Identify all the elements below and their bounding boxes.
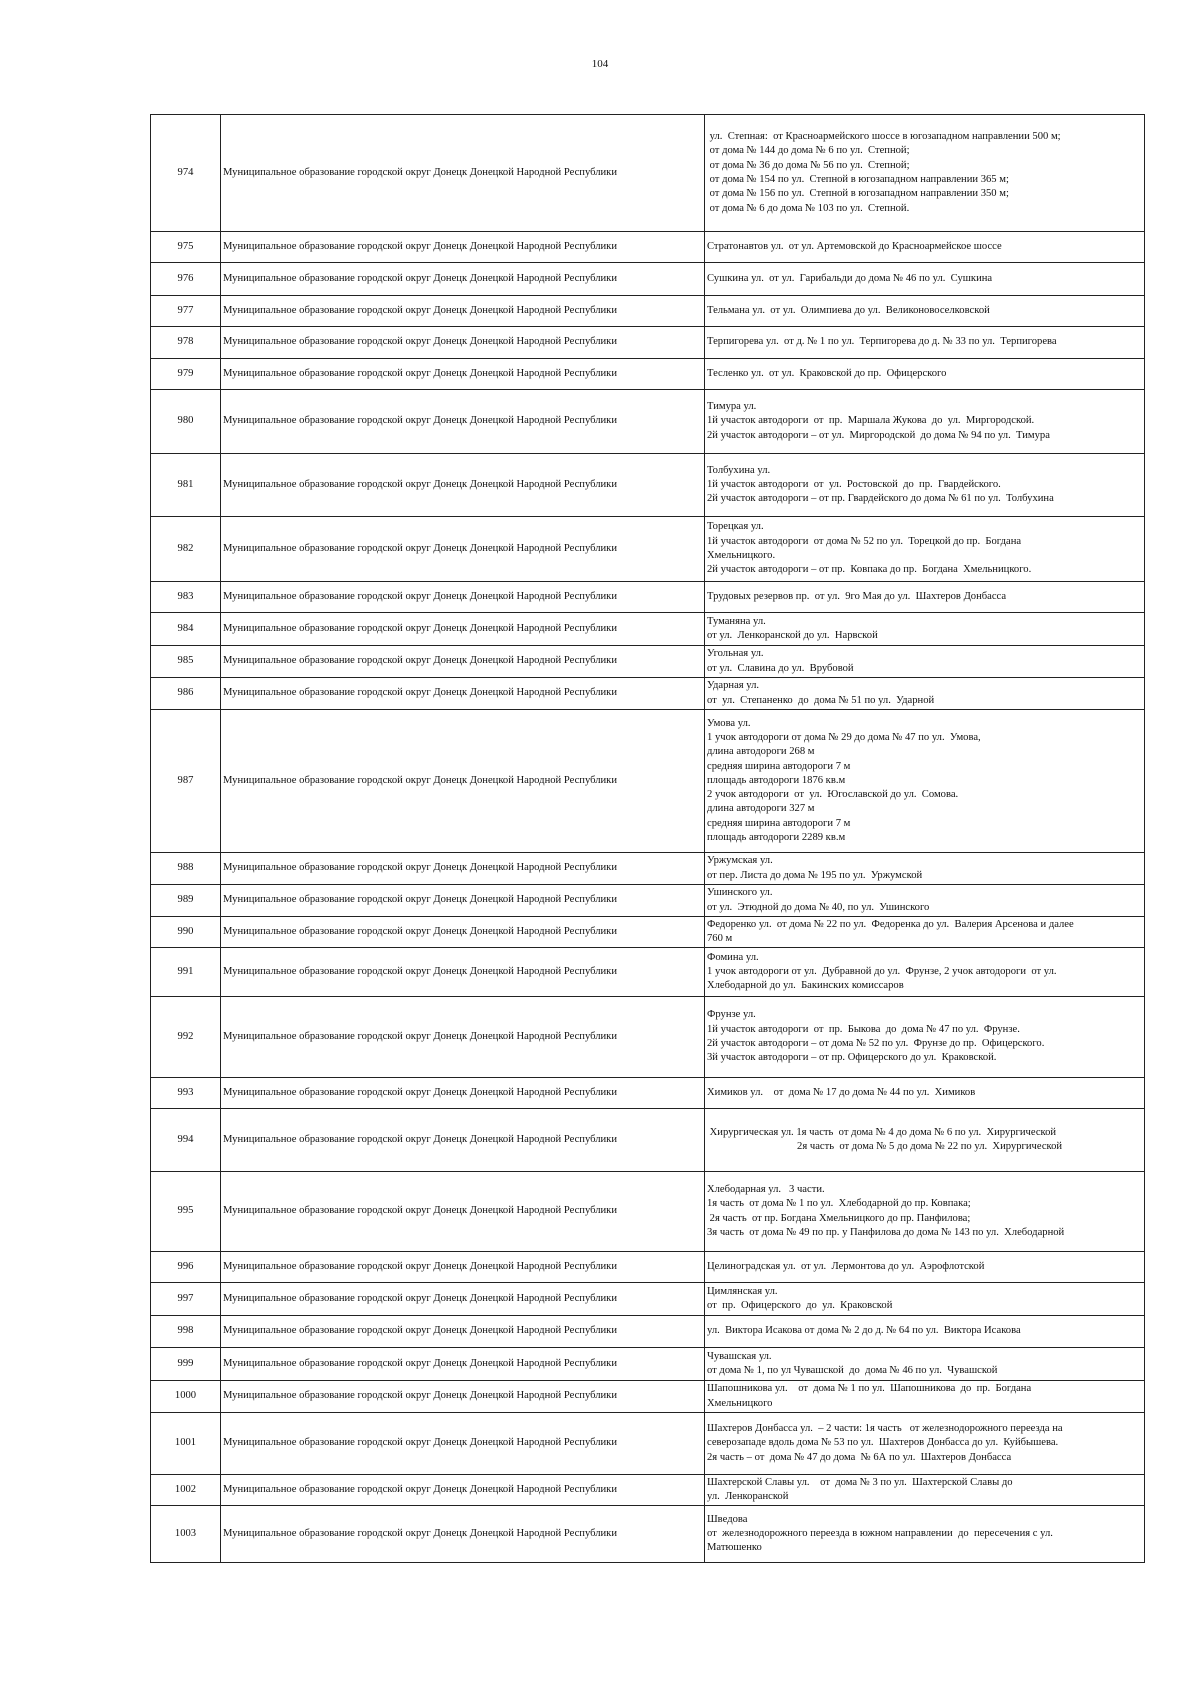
road-description-line: ул. Степная: от Красноармейского шоссе в югозападном направлении 500 м; (707, 131, 1061, 143)
municipality-name: Муниципальное образование городской округ Донецк Донецкой Народной Республики (221, 359, 705, 390)
road-description-line: площадь автодороги 1876 кв.м (707, 774, 846, 786)
row-number: 999 (151, 1348, 221, 1381)
road-description-line: средняя ширина автодороги 7 м (707, 817, 851, 829)
road-description (705, 115, 1145, 232)
road-description (705, 582, 1145, 613)
road-description-line: Хлебодарная ул. 3 части. (707, 1183, 825, 1195)
municipality-name: Муниципальное образование городской округ Донецк Донецкой Народной Республики (221, 997, 705, 1078)
road-description-line: Торецкая ул. (707, 521, 764, 533)
municipality-name: Муниципальное образование городской округ Донецк Донецкой Народной Республики (221, 263, 705, 296)
row-number: 977 (151, 296, 221, 327)
road-description-line: от дома № 156 по ул. Степной в югозападном направлении 350 м; (707, 188, 1009, 200)
road-description (705, 948, 1145, 997)
road-description-line: длина автодороги 268 м (707, 746, 815, 758)
road-description-line: от ул. Этюдной до дома № 40, по ул. Ушинского (707, 901, 930, 913)
row-number: 980 (151, 390, 221, 454)
road-description-line: от пр. Офицерского до ул. Краковской (707, 1300, 893, 1311)
table-row (151, 263, 1145, 296)
row-number: 1000 (151, 1381, 221, 1413)
road-description (705, 1172, 1145, 1252)
table-row (151, 678, 1145, 710)
road-description-line: Шахтерской Славы ул. от дома № 3 по ул. Шахтерской Славы до (707, 1476, 1013, 1488)
road-description (705, 1316, 1145, 1348)
row-number: 990 (151, 917, 221, 948)
municipality-name: Муниципальное образование городской округ Донецк Донецкой Народной Республики (221, 115, 705, 232)
table-row (151, 1506, 1145, 1563)
row-number: 997 (151, 1283, 221, 1316)
road-description-line: Трудовых резервов пр. от ул. 9го Мая до ул. Шахтеров Донбасса (707, 590, 1007, 602)
road-description-line: 1я часть от дома № 1 по ул. Хлебодарной до пр. Ковпака; (707, 1198, 971, 1210)
road-description-line: 2й участок автодороги – от ул. Миргородской до дома № 94 по ул. Тимура (707, 429, 1050, 441)
road-description-line: Терпигорева ул. от д. № 1 по ул. Терпигорева до д. № 33 по ул. Терпигорева (707, 336, 1057, 348)
road-description-line: 760 м (707, 933, 733, 944)
municipality-name: Муниципальное образование городской округ Донецк Донецкой Народной Республики (221, 1172, 705, 1252)
table-row (151, 710, 1145, 853)
municipality-name: Муниципальное образование городской округ Донецк Донецкой Народной Республики (221, 1109, 705, 1172)
road-description-line: Сушкина ул. от ул. Гарибальди до дома № 46 по ул. Сушкина (707, 272, 993, 284)
table-row (151, 1413, 1145, 1475)
road-description-line: от железнодорожного переезда в южном направлении до пересечения с ул. (707, 1527, 1053, 1539)
table-row (151, 1381, 1145, 1413)
road-description (705, 232, 1145, 263)
road-description-line: Хмельницкого (707, 1397, 773, 1409)
road-description-line: Цимлянская ул. (707, 1285, 778, 1297)
road-description-line: Толбухина ул. (707, 464, 771, 476)
table-row (151, 1109, 1145, 1172)
road-description-line: 2я часть – от дома № 47 до дома № 6А по ул. Шахтеров Донбасса (707, 1451, 1012, 1463)
table-row (151, 1252, 1145, 1283)
table-row (151, 1172, 1145, 1252)
municipality-name: Муниципальное образование городской округ Донецк Донецкой Народной Республики (221, 1475, 705, 1506)
row-number: 987 (151, 710, 221, 853)
table-row (151, 853, 1145, 885)
table-row (151, 359, 1145, 390)
road-description (705, 853, 1145, 885)
row-number: 986 (151, 678, 221, 710)
road-description-line: от ул. Степаненко до дома № 51 по ул. Ударной (707, 694, 935, 706)
row-number: 976 (151, 263, 221, 296)
table-row (151, 517, 1145, 582)
table-row (151, 582, 1145, 613)
road-description-line: Федоренко ул. от дома № 22 по ул. Федоренка до ул. Валерия Арсенова и далее (707, 918, 1074, 930)
table-row (151, 1316, 1145, 1348)
road-description-line: Химиков ул. от дома № 17 до дома № 44 по ул. Химиков (707, 1086, 976, 1098)
road-description-line: площадь автодороги 2289 кв.м (707, 832, 846, 844)
road-description (705, 1078, 1145, 1109)
road-description (705, 1413, 1145, 1475)
row-number: 993 (151, 1078, 221, 1109)
municipality-name: Муниципальное образование городской округ Донецк Донецкой Народной Республики (221, 232, 705, 263)
row-number: 1003 (151, 1506, 221, 1563)
municipality-name: Муниципальное образование городской округ Донецк Донецкой Народной Республики (221, 1283, 705, 1316)
road-description (705, 1506, 1145, 1563)
table-row (151, 997, 1145, 1078)
road-description-line: от дома № 36 до дома № 56 по ул. Степной; (707, 159, 910, 171)
road-description-line: от дома № 6 до дома № 103 по ул. Степной. (707, 202, 910, 214)
road-description-line: Умова ул. (707, 717, 751, 729)
table-row (151, 948, 1145, 997)
municipality-name: Муниципальное образование городской округ Донецк Донецкой Народной Республики (221, 646, 705, 678)
row-number: 978 (151, 327, 221, 359)
municipality-name: Муниципальное образование городской округ Донецк Донецкой Народной Республики (221, 917, 705, 948)
road-description (705, 885, 1145, 917)
row-number: 974 (151, 115, 221, 232)
road-description (705, 1252, 1145, 1283)
municipality-name: Муниципальное образование городской округ Донецк Донецкой Народной Республики (221, 885, 705, 917)
road-description (705, 359, 1145, 390)
road-description-line: длина автодороги 327 м (707, 803, 815, 815)
municipality-name: Муниципальное образование городской округ Донецк Донецкой Народной Республики (221, 1413, 705, 1475)
road-description-line: 1й участок автодороги от ул. Ростовской до пр. Гвардейского. (707, 478, 1001, 490)
road-description (705, 710, 1145, 853)
road-description-line: 1 учок автодороги от дома № 29 до дома № 47 по ул. Умова, (707, 731, 981, 743)
road-description (705, 646, 1145, 678)
road-description-line: ул. Виктора Исакова от дома № 2 до д. № 64 по ул. Виктора Исакова (707, 1325, 1021, 1337)
road-description (705, 1348, 1145, 1381)
row-number: 982 (151, 517, 221, 582)
row-number: 984 (151, 613, 221, 646)
table-body (151, 115, 1145, 1563)
municipality-name: Муниципальное образование городской округ Донецк Донецкой Народной Республики (221, 390, 705, 454)
road-description-line: Матюшенко (707, 1542, 762, 1554)
road-description-line: от дома № 154 по ул. Степной в югозападном направлении 365 м; (707, 174, 1009, 185)
road-description-line: Хлебодарной до ул. Бакинских комиссаров (707, 980, 904, 992)
road-description-line: от ул. Ленкоранской до ул. Нарвской (707, 630, 878, 641)
table-row (151, 1078, 1145, 1109)
road-description (705, 327, 1145, 359)
road-description (705, 454, 1145, 517)
road-description-line: Целиноградская ул. от ул. Лермонтова до ул. Аэрофлотской (707, 1260, 985, 1272)
row-number: 1002 (151, 1475, 221, 1506)
road-description (705, 997, 1145, 1078)
road-description-line: Угольная ул. (707, 648, 764, 660)
municipality-name: Муниципальное образование городской округ Донецк Донецкой Народной Республики (221, 853, 705, 885)
table-row (151, 390, 1145, 454)
road-description-line: Туманяна ул. (707, 615, 766, 627)
municipality-name: Муниципальное образование городской округ Донецк Донецкой Народной Республики (221, 1078, 705, 1109)
row-number: 994 (151, 1109, 221, 1172)
road-description (705, 263, 1145, 296)
table-row (151, 917, 1145, 948)
road-description-line: 2й участок автодороги – от дома № 52 по ул. Фрунзе до пр. Офицерского. (707, 1038, 1045, 1049)
road-description-line: 2 учок автодороги от ул. Югославской до ул. Сомова. (707, 789, 959, 801)
road-description (705, 1109, 1145, 1172)
municipality-name: Муниципальное образование городской округ Донецк Донецкой Народной Республики (221, 1348, 705, 1381)
road-description-line: Уржумская ул. (707, 855, 773, 867)
page-number: 104 (591, 58, 609, 70)
road-description-line: от пер. Листа до дома № 195 по ул. Уржумской (707, 869, 923, 881)
row-number: 975 (151, 232, 221, 263)
roads-registry-table (150, 114, 1145, 1563)
municipality-name: Муниципальное образование городской округ Донецк Донецкой Народной Республики (221, 678, 705, 710)
row-number: 1001 (151, 1413, 221, 1475)
road-description-line: Чувашская ул. (707, 1350, 772, 1362)
road-description (705, 1381, 1145, 1413)
municipality-name: Муниципальное образование городской округ Донецк Донецкой Народной Республики (221, 948, 705, 997)
road-description-line: Хирургическая ул. 1я часть от дома № 4 до дома № 6 по ул. Хирургической (707, 1126, 1057, 1138)
row-number: 983 (151, 582, 221, 613)
municipality-name: Муниципальное образование городской округ Донецк Донецкой Народной Республики (221, 710, 705, 853)
road-description-line: Шапошникова ул. от дома № 1 по ул. Шапошникова до пр. Богдана (707, 1383, 1032, 1395)
road-description-line: 2я часть от дома № 5 до дома № 22 по ул. Хирургической (707, 1141, 1063, 1152)
road-description-line: Хмельницкого. (707, 550, 776, 561)
row-number: 989 (151, 885, 221, 917)
row-number: 998 (151, 1316, 221, 1348)
road-description (705, 1283, 1145, 1316)
road-description-line: Ударная ул. (707, 680, 760, 692)
table-row (151, 885, 1145, 917)
table-row (151, 232, 1145, 263)
road-description-line: от ул. Славина до ул. Врубовой (707, 662, 854, 674)
road-description (705, 296, 1145, 327)
road-description (705, 917, 1145, 948)
table-row (151, 646, 1145, 678)
row-number: 995 (151, 1172, 221, 1252)
road-description-line: средняя ширина автодороги 7 м (707, 760, 851, 772)
row-number: 985 (151, 646, 221, 678)
road-description-line: от дома № 1, по ул Чувашской до дома № 46 по ул. Чувашской (707, 1365, 998, 1376)
row-number: 979 (151, 359, 221, 390)
road-description-line: Фрунзе ул. (707, 1009, 756, 1021)
road-description-line: Фомина ул. (707, 951, 759, 963)
row-number: 988 (151, 853, 221, 885)
road-description-line: Тимура ул. (707, 401, 757, 413)
road-description-line: Тесленко ул. от ул. Краковской до пр. Офицерского (707, 367, 947, 379)
table-row (151, 296, 1145, 327)
road-description (705, 678, 1145, 710)
row-number: 996 (151, 1252, 221, 1283)
road-description-line: от дома № 144 до дома № 6 по ул. Степной; (707, 145, 910, 157)
road-description-line: 2й участок автодороги – от пр. Ковпака до пр. Богдана Хмельницкого. (707, 564, 1032, 576)
municipality-name: Муниципальное образование городской округ Донецк Донецкой Народной Республики (221, 517, 705, 582)
road-description-line: Стратонавтов ул. от ул. Артемовской до Красноармейское шоссе (707, 240, 1002, 252)
municipality-name: Муниципальное образование городской округ Донецк Донецкой Народной Республики (221, 1381, 705, 1413)
road-description (705, 517, 1145, 582)
table-row (151, 115, 1145, 232)
road-description-line: Шведова (707, 1513, 748, 1525)
municipality-name: Муниципальное образование городской округ Донецк Донецкой Народной Республики (221, 327, 705, 359)
road-description-line: северозападе вдоль дома № 53 по ул. Шахтеров Донбасса до ул. Куйбышева. (707, 1437, 1059, 1449)
municipality-name: Муниципальное образование городской округ Донецк Донецкой Народной Республики (221, 582, 705, 613)
row-number: 992 (151, 997, 221, 1078)
table-row (151, 327, 1145, 359)
table-row (151, 613, 1145, 646)
municipality-name: Муниципальное образование городской округ Донецк Донецкой Народной Республики (221, 296, 705, 327)
road-description-line: 3я часть от дома № 49 по пр. у Панфилова до дома № 143 по ул. Хлебодарной (707, 1226, 1065, 1238)
table-row (151, 454, 1145, 517)
road-description-line: 1й участок автодороги от пр. Быкова до дома № 47 по ул. Фрунзе. (707, 1023, 1020, 1035)
road-description (705, 1475, 1145, 1506)
municipality-name: Муниципальное образование городской округ Донецк Донецкой Народной Республики (221, 454, 705, 517)
road-description-line: 1 учок автодороги от ул. Дубравной до ул. Фрунзе, 2 учок автодороги от ул. (707, 965, 1057, 977)
road-description-line: 3й участок автодороги – от пр. Офицерского до ул. Краковской. (707, 1052, 997, 1064)
road-description-line: Ушинского ул. (707, 887, 773, 899)
table-row (151, 1348, 1145, 1381)
road-description-line: 1й участок автодороги от дома № 52 по ул. Торецкой до пр. Богдана (707, 535, 1022, 547)
table-row (151, 1475, 1145, 1506)
road-description-line: 2й участок автодороги – от пр. Гвардейского до дома № 61 по ул. Толбухина (707, 493, 1054, 505)
road-description-line: 1й участок автодороги от пр. Маршала Жукова до ул. Миргородской. (707, 415, 1035, 427)
road-description (705, 613, 1145, 646)
municipality-name: Муниципальное образование городской округ Донецк Донецкой Народной Республики (221, 613, 705, 646)
road-description-line: Шахтеров Донбасса ул. – 2 части: 1я часть от железнодорожного переезда на (707, 1423, 1063, 1435)
row-number: 991 (151, 948, 221, 997)
road-description (705, 390, 1145, 454)
municipality-name: Муниципальное образование городской округ Донецк Донецкой Народной Республики (221, 1252, 705, 1283)
road-description-line: Тельмана ул. от ул. Олимпиева до ул. Великоновоселковской (707, 304, 990, 316)
municipality-name: Муниципальное образование городской округ Донецк Донецкой Народной Республики (221, 1506, 705, 1563)
municipality-name: Муниципальное образование городской округ Донецк Донецкой Народной Республики (221, 1316, 705, 1348)
table-row (151, 1283, 1145, 1316)
road-description-line: ул. Ленкоранской (707, 1491, 789, 1502)
row-number: 981 (151, 454, 221, 517)
road-description-line: 2я часть от пр. Богдана Хмельницкого до пр. Панфилова; (707, 1212, 971, 1224)
